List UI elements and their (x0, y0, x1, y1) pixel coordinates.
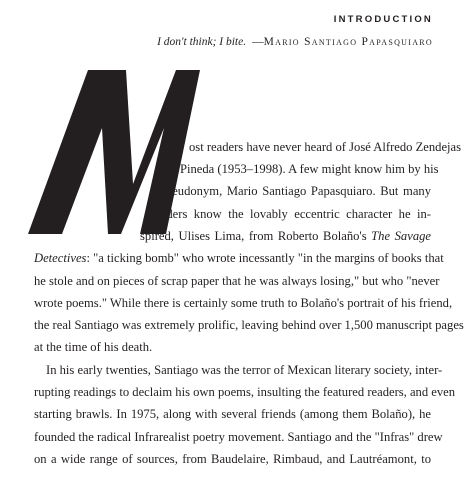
text-span: spired, Ulises Lima, from Roberto Bolaño's (140, 229, 372, 243)
text-line: at the time of his death. (34, 340, 153, 354)
text-line: readers know the lovably eccentric character he in- (151, 207, 431, 221)
text-line: In his early twenties, Santiago was the terror of Mexican literary society, inter- (46, 363, 443, 377)
epigraph-quote: I don't think; I bite. (157, 36, 247, 48)
text-line: rupting readings to declaim his own poems, insulting the featured readers, and even (34, 385, 456, 399)
text-line: founded the radical Infrarealist poetry movement. Santiago and the "Infras" drew (34, 430, 443, 444)
text-line: starting brawls. In 1975, along with several friends (among them Bolaño), he (34, 407, 431, 421)
text-line (34, 247, 444, 269)
text-line: he stole and on pieces of scrap paper that he was always losing," but who "never (34, 274, 440, 288)
text-line: on a wide range of sources, from Baudelaire, Rimbaud, and Lautréamont, to (34, 452, 431, 466)
section-header: INTRODUCTION (333, 14, 433, 25)
text-line: wrote poems." While there is certainly some truth to Bolaño's portrait of his friend, (34, 296, 453, 310)
text-line: the real Santiago was extremely prolific, leaving behind over 1,500 manuscript pages (34, 318, 464, 332)
epigraph-attribution: Mario Santiago Papasquiaro (263, 36, 433, 48)
epigraph (157, 36, 433, 48)
text-line: ost readers have never heard of José Alfredo Zendejas (189, 140, 462, 154)
text-line: Pineda (1953–1998). A few might know him by his (180, 162, 439, 176)
epigraph-dash: — (252, 36, 264, 48)
text-line (140, 225, 431, 247)
book-title: Detectives (34, 251, 87, 265)
text-line: pseudonym, Mario Santiago Papasquiaro. But many (161, 184, 431, 198)
book-title: The Savage (371, 229, 431, 243)
text-span: : "a ticking bomb" who wrote incessantly "in the margins of books that (86, 251, 444, 265)
